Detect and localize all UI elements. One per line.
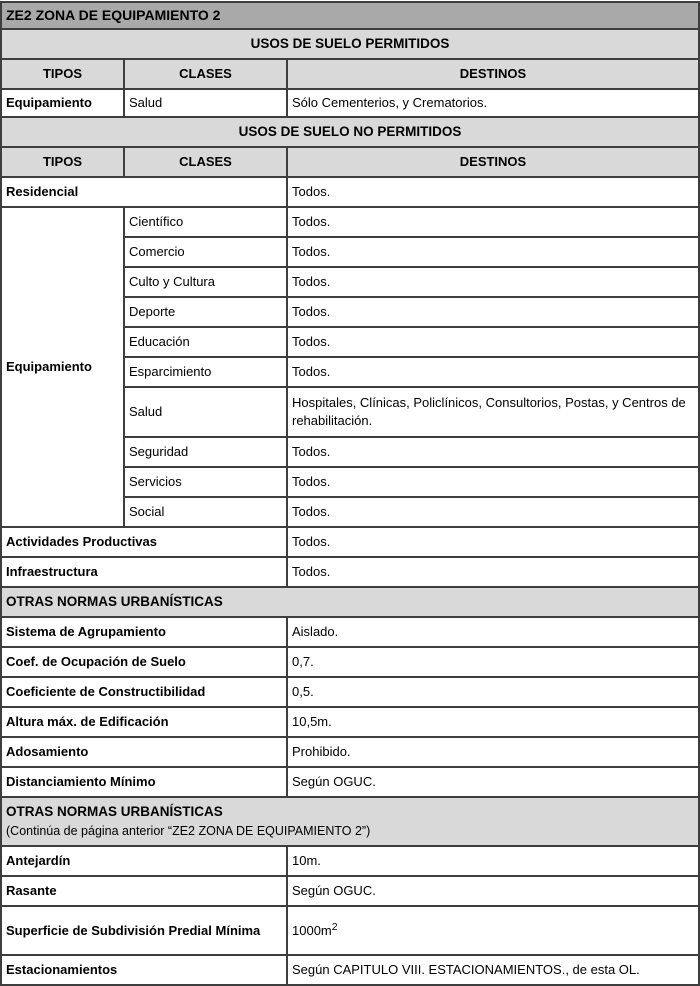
column-header-clases: CLASES xyxy=(124,147,287,177)
destino-cell: Todos. xyxy=(287,207,699,237)
clase-cell: Esparcimiento xyxy=(124,357,287,387)
norm-label: Adosamiento xyxy=(1,737,287,767)
table-row xyxy=(1,617,699,647)
table-row xyxy=(1,767,699,797)
norm-value: Según OGUC. xyxy=(287,876,699,906)
destino-cell: Todos. xyxy=(287,467,699,497)
clase-cell: Científico xyxy=(124,207,287,237)
table-row xyxy=(1,677,699,707)
clase-cell: Salud xyxy=(124,387,287,437)
zone-title: ZE2 ZONA DE EQUIPAMIENTO 2 xyxy=(1,2,699,29)
destino-cell: Todos. xyxy=(287,527,699,557)
norm-label: Antejardín xyxy=(1,846,287,876)
tipo-cell: Actividades Productivas xyxy=(1,527,287,557)
section-header-not-permitted: USOS DE SUELO NO PERMITIDOS xyxy=(1,117,699,147)
norm-label: Rasante xyxy=(1,876,287,906)
table-row xyxy=(1,557,699,587)
section-header-permitted: USOS DE SUELO PERMITIDOS xyxy=(1,29,699,59)
table-row xyxy=(1,177,699,207)
norm-label: Distanciamiento Mínimo xyxy=(1,767,287,797)
destino-cell: Todos. xyxy=(287,267,699,297)
destino-cell: Todos. xyxy=(287,437,699,467)
norm-value: 0,5. xyxy=(287,677,699,707)
tipo-cell-equipamiento: Equipamiento xyxy=(1,207,124,527)
destino-cell: Todos. xyxy=(287,497,699,527)
norm-label: Coeficiente de Constructibilidad xyxy=(1,677,287,707)
normas2-subheader: (Continúa de página anterior “ZE2 ZONA DE EQUIPAMIENTO 2”) xyxy=(6,823,371,838)
tipo-cell: Residencial xyxy=(1,177,287,207)
destino-cell: Todos. xyxy=(287,297,699,327)
table-row xyxy=(1,207,699,237)
clase-cell: Culto y Cultura xyxy=(124,267,287,297)
norm-label: Altura máx. de Edificación xyxy=(1,707,287,737)
table-row xyxy=(1,587,699,617)
table-row xyxy=(1,59,699,89)
table-row xyxy=(1,117,699,147)
norm-value: 10,5m. xyxy=(287,707,699,737)
norm-value: 10m. xyxy=(287,846,699,876)
tipo-cell: Infraestructura xyxy=(1,557,287,587)
table-row xyxy=(1,797,699,846)
column-header-clases: CLASES xyxy=(124,59,287,89)
table-row xyxy=(1,527,699,557)
table-row xyxy=(1,846,699,876)
destino-cell: Todos. xyxy=(287,557,699,587)
tipo-cell: Equipamiento xyxy=(1,89,124,117)
clase-cell: Seguridad xyxy=(124,437,287,467)
clase-cell: Comercio xyxy=(124,237,287,267)
norm-value-superscript: 2 xyxy=(331,920,338,933)
clase-cell: Salud xyxy=(124,89,287,117)
norm-label: Coef. de Ocupación de Suelo xyxy=(1,647,287,677)
column-header-destinos: DESTINOS xyxy=(287,59,699,89)
norm-label xyxy=(1,906,287,955)
destino-cell: Hospitales, Clínicas, Policlínicos, Consultorios, Postas, y Centros de rehabilitación. xyxy=(287,387,699,437)
table-row xyxy=(1,707,699,737)
table-row xyxy=(1,29,699,59)
destino-cell: Todos. xyxy=(287,237,699,267)
destino-cell: Sólo Cementerios, y Crematorios. xyxy=(287,89,699,117)
section-header-normas1: OTRAS NORMAS URBANÍSTICAS xyxy=(1,587,699,617)
norm-value: Prohibido. xyxy=(287,737,699,767)
table-row xyxy=(1,147,699,177)
norm-label: Estacionamientos xyxy=(1,955,287,985)
table-row xyxy=(1,89,699,117)
table-row xyxy=(1,906,699,955)
table-row xyxy=(1,647,699,677)
norm-label: Sistema de Agrupamiento xyxy=(1,617,287,647)
column-header-tipos: TIPOS xyxy=(1,59,124,89)
column-header-tipos: TIPOS xyxy=(1,147,124,177)
table-row xyxy=(1,955,699,985)
clase-cell: Deporte xyxy=(124,297,287,327)
norm-label-text: Superficie de Subdivisión Predial Mínima xyxy=(6,922,261,938)
normas2-header: OTRAS NORMAS URBANÍSTICAS xyxy=(6,804,223,820)
norm-value: Aislado. xyxy=(287,617,699,647)
zoning-regulations-table xyxy=(0,1,700,986)
table-row xyxy=(1,737,699,767)
norm-value: Según OGUC. xyxy=(287,767,699,797)
section-header-normas2 xyxy=(1,797,699,846)
column-header-destinos: DESTINOS xyxy=(287,147,699,177)
norm-value: 0,7. xyxy=(287,647,699,677)
clase-cell: Servicios xyxy=(124,467,287,497)
norm-value: Según CAPITULO VIII. ESTACIONAMIENTOS., de esta OL. xyxy=(287,955,699,985)
destino-cell: Todos. xyxy=(287,177,699,207)
table-row xyxy=(1,876,699,906)
norm-value xyxy=(287,906,699,955)
destino-cell: Todos. xyxy=(287,357,699,387)
norm-value-base: 1000m xyxy=(292,922,332,938)
table-row xyxy=(1,2,699,29)
destino-cell: Todos. xyxy=(287,327,699,357)
clase-cell: Educación xyxy=(124,327,287,357)
clase-cell: Social xyxy=(124,497,287,527)
